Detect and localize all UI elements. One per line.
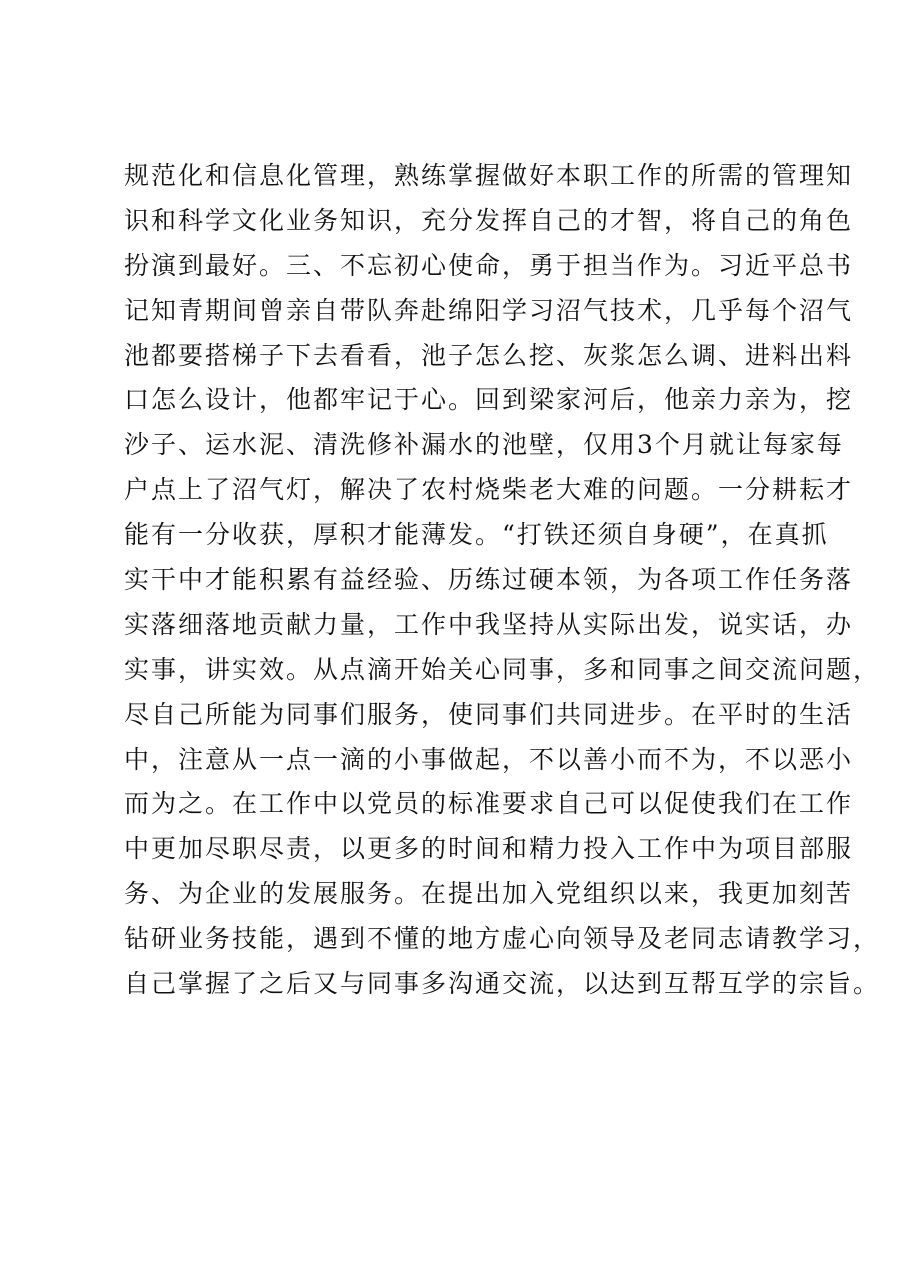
paragraph-line: 而为之。在工作中以党员的标准要求自己可以促使我们在工作	[124, 789, 854, 819]
paragraph-line: 实事，讲实效。从点滴开始关心同事，多和同事之间交流问题，	[124, 654, 881, 684]
paragraph-line: 中更加尽职尽责，以更多的时间和精力投入工作中为项目部服	[124, 834, 854, 864]
paragraph-line: 实落细落地贡献力量，工作中我坚持从实际出发，说实话，办	[124, 609, 854, 639]
paragraph-line: 能有一分收获，厚积才能薄发。“打铁还须自身硬”，在真抓	[124, 520, 829, 550]
paragraph-line-last: 自己掌握了之后又与同事多沟通交流，以达到互帮互学的宗旨。	[124, 969, 881, 999]
body-paragraph	[124, 154, 881, 1007]
paragraph-line: 沙子、运水泥、清洗修补漏水的池壁，仅用3个月就让每家每	[124, 430, 844, 460]
paragraph-line: 记知青期间曾亲自带队奔赴绵阳学习沼气技术，几乎每个沼气	[124, 295, 854, 325]
paragraph-line: 规范化和信息化管理，熟练掌握做好本职工作的所需的管理知	[124, 161, 854, 190]
paragraph-line: 实干中才能积累有益经验、历练过硬本领，为各项工作任务落	[124, 565, 854, 595]
paragraph-line: 务、为企业的发展服务。在提出加入党组织以来，我更加刻苦	[124, 879, 854, 909]
paragraph-line: 池都要搭梯子下去看看，池子怎么挖、灰浆怎么调、进料出料	[124, 340, 854, 370]
paragraph-line: 户点上了沼气灯，解决了农村烧柴老大难的问题。一分耕耘才	[124, 475, 854, 505]
paragraph-line: 口怎么设计，他都牢记于心。回到梁家河后，他亲力亲为，挖	[124, 385, 854, 415]
paragraph-line: 钻研业务技能，遇到不懂的地方虚心向领导及老同志请教学习，	[124, 924, 881, 954]
paragraph-line: 扮演到最好。三、不忘初心使命，勇于担当作为。习近平总书	[124, 250, 854, 280]
paragraph-line: 识和科学文化业务知识，充分发挥自己的才智，将自己的角色	[124, 205, 854, 235]
paragraph-line: 中，注意从一点一滴的小事做起，不以善小而不为，不以恶小	[124, 744, 854, 774]
paragraph-line: 尽自己所能为同事们服务，使同事们共同进步。在平时的生活	[124, 699, 854, 729]
